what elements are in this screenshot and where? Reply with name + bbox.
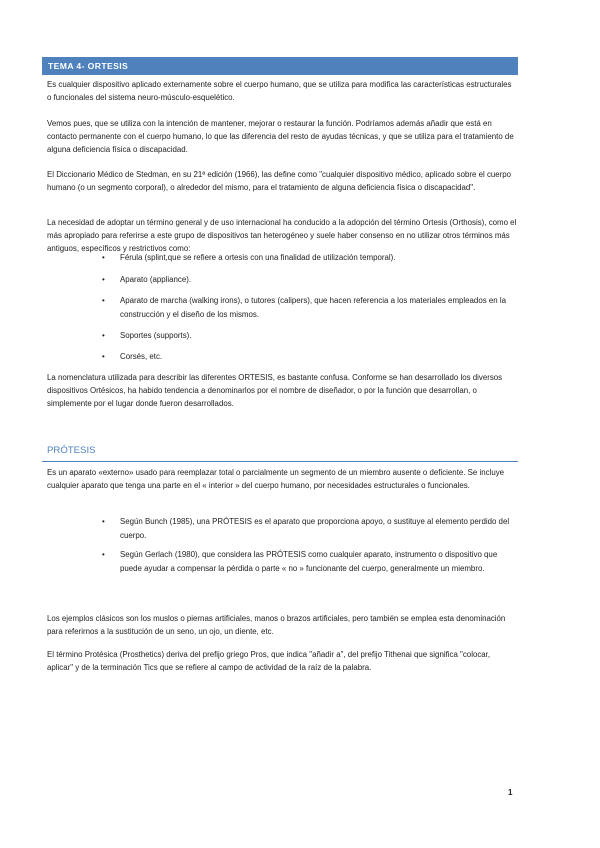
- protesis-bullet-item: Según Gerlach (1980), que considera las PRÓTESIS como cualquier aparato, instrumento o dispositivo que puede ayudar a compensar la pérdida o parte « no » funcionante del cuerpo, generalmente un miembro.: [120, 550, 498, 573]
- stedman-definition-paragraph: El Diccionario Médico de Stedman, en su 21ª edición (1966), las define como "cualquier dispositivo médico, aplicado sobre el cuerpo humano (o un segmento corporal), o alrededor del mismo, para el tratamiento de alguna deficiencia física o discapacidad".: [47, 170, 512, 193]
- terminology-paragraph: La necesidad de adoptar un término general y de uso internacional ha conducido a la adopción del término Ortesis (Orthosis), como el más apropiado para referirse a este grupo de dispositivos tan heterogéneo y suele haber consenso en no utilizar otros términos más antiguos, específicos y restrictivos como:: [47, 218, 517, 254]
- protesis-definition-paragraph: Es un aparato «externo» usado para reemplazar total o parcialmente un segmento de un miembro ausente o deficiente. Se incluye cualquier aparato que tenga una parte en el « interior » del cuerpo humano, por necesidades estructurales o funcionales.: [47, 468, 505, 491]
- ortesis-bullet-item: Aparato de marcha (walking irons), o tutores (calipers), que hacen referencia a los materiales empleados en la construcción y el diseño de los mismos.: [120, 296, 506, 319]
- page-number: 1: [508, 788, 513, 797]
- ortesis-bullet-item: Soportes (supports).: [120, 331, 192, 340]
- bullet-icon: •: [102, 550, 105, 559]
- bullet-icon: •: [102, 352, 105, 361]
- bullet-icon: •: [102, 275, 105, 284]
- section-heading-protesis: PRÓTESIS: [47, 445, 96, 456]
- etymology-paragraph: El término Protésica (Prosthetics) deriva del prefijo griego Pros, que indica "añadir a", del prefijo Tithenai que significa "colocar, aplicar" y de la terminación Tics que se refiere al campo de actividad de la raíz de la palabra.: [47, 650, 491, 673]
- bullet-icon: •: [102, 331, 105, 340]
- ortesis-function-paragraph: Vemos pues, que se utiliza con la intención de mantener, mejorar o restaurar la función. Podríamos además añadir que está en contacto permanente con el cuerpo humano, lo que las diferencia del resto de ayudas técnicas, y que se utiliza para el tratamiento de alguna deficiencia física o discapacidad.: [47, 119, 514, 155]
- bullet-icon: •: [102, 517, 105, 526]
- ortesis-bullet-item: Férula (splint,que se refiere a ortesis con una finalidad de utilización temporal).: [120, 253, 396, 262]
- ortesis-bullet-item: Corsés, etc.: [120, 352, 163, 361]
- protesis-bullet-item: Según Bunch (1985), una PRÓTESIS es el aparato que proporciona apoyo, o sustituye al elemento perdido del cuerpo.: [120, 517, 510, 540]
- examples-paragraph: Los ejemplos clásicos son los muslos o piernas artificiales, manos o brazos artificiales, pero también se emplea esta denominación para referirnos a la sustitución de un seno, un ojo, un diente, etc.: [47, 614, 506, 637]
- bullet-icon: •: [102, 253, 105, 262]
- ortesis-bullet-item: Aparato (appliance).: [120, 275, 192, 284]
- nomenclature-paragraph: La nomenclatura utilizada para describir las diferentes ORTESIS, es bastante confusa. Conforme se han desarrollado los diversos dispositivos Ortésicos, ha habido tendencia a denominarlos por el nombre de diseñador, o por la función que desarrollan, o simplemente por el lugar donde fueron desarrollados.: [47, 373, 503, 409]
- ortesis-definition-paragraph: Es cualquier dispositivo aplicado externamente sobre el cuerpo humano, que se utiliza para modifica las características estructurales o funcionales del sistema neuro-músculo-esquelético.: [47, 80, 512, 103]
- section-divider: [42, 461, 518, 462]
- section-heading-ortesis: TEMA 4- ORTESIS: [42, 57, 518, 75]
- bullet-icon: •: [102, 296, 105, 305]
